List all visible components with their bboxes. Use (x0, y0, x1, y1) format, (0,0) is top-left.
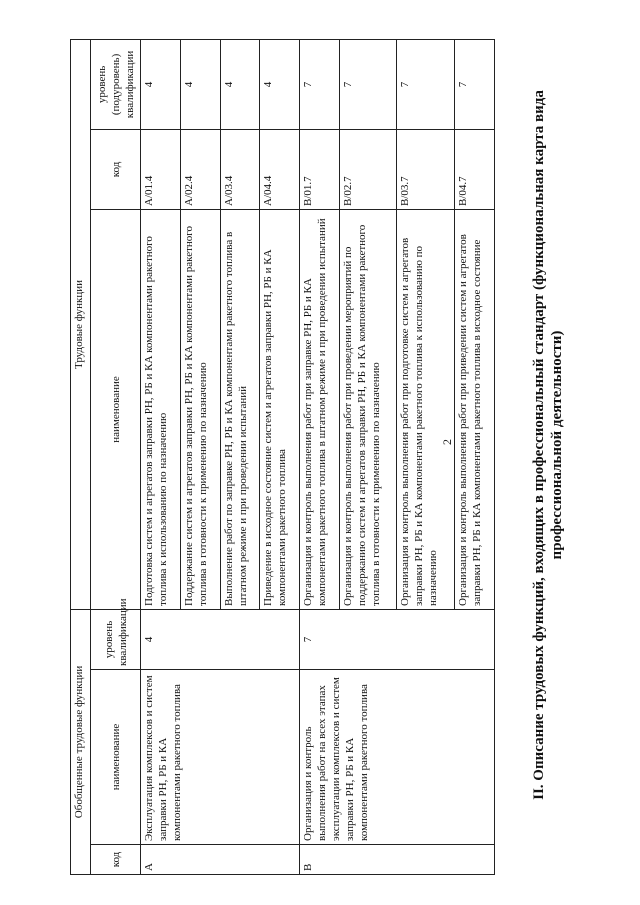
function-name: Выполнение работ по заправке РН, РБ и КА компонентами ракетного топлива в штатном режиме и при проведении испытаний (220, 209, 260, 609)
function-name: Организация и контроль выполнения работ при проведении мероприятий по поддержанию систем и агрегатов заправки РН, РБ и КА компонентами ракетного топлива в готовности к применению по назначению (339, 209, 397, 609)
group-level: 7 (300, 609, 495, 669)
header-tf-level: уровень (подуровень) квалификации (91, 39, 141, 129)
function-name: Организация и контроль выполнения работ при приведении систем и агрегатов заправки РН, РБ и КА компонентами ракетного топлива в исходное состояние (455, 209, 495, 609)
function-code: В/01.7 (300, 129, 340, 209)
header-code: код (91, 845, 141, 875)
group-level: 4 (141, 609, 300, 669)
group-name: Эксплуатация комплексов и систем заправки РН, РБ и КА компонентами ракетного топлива (141, 670, 300, 845)
section-title (530, 60, 566, 830)
function-level: 4 (141, 39, 181, 129)
function-level: 7 (339, 39, 397, 129)
table-row (300, 39, 340, 874)
function-name: Приведение в исходное состояние систем и агрегатов заправки РН, РБ и КА компонентами ракетного топлива (260, 209, 300, 609)
rotated-page (30, 20, 620, 890)
function-name: Подготовка систем и агрегатов заправки РН, РБ и КА компонентами ракетного топлива к использованию по назначению (141, 209, 181, 609)
header-level: уровень квалификации (91, 609, 141, 669)
function-code: А/03.4 (220, 129, 260, 209)
page-number: 2 (440, 439, 454, 445)
group-code: А (141, 845, 300, 875)
function-name: Организация и контроль выполнения работ при подготовке систем и агрегатов заправки РН, РБ и КА компонентами ракетного топлива к использованию по назначению (397, 209, 455, 609)
group-name: Организация и контроль выполнения работ на всех этапах эксплуатации комплексов и систем заправки РН, РБ и КА компонентами ракетного топлива (300, 670, 495, 845)
table-row (141, 39, 181, 874)
header-labor-functions: Трудовые функции (71, 39, 91, 609)
function-code: А/01.4 (141, 129, 181, 209)
section-title-line1: II. Описание трудовых функций, входящих в профессиональный стандарт (функциональная карта вида (531, 90, 547, 800)
header-generalized-functions: Обобщенные трудовые функции (71, 609, 91, 874)
header-tf-code: код (91, 129, 141, 209)
functional-map-table (70, 39, 495, 875)
function-code: В/03.7 (397, 129, 455, 209)
function-level: 4 (260, 39, 300, 129)
header-name: наименование (91, 670, 141, 845)
function-level: 4 (180, 39, 220, 129)
function-code: В/02.7 (339, 129, 397, 209)
header-tf-name: наименование (91, 209, 141, 609)
function-level: 7 (300, 39, 340, 129)
function-level: 4 (220, 39, 260, 129)
function-code: В/04.7 (455, 129, 495, 209)
function-code: А/02.4 (180, 129, 220, 209)
function-level: 7 (455, 39, 495, 129)
function-level: 7 (397, 39, 455, 129)
function-name: Поддержание систем и агрегатов заправки РН, РБ и КА компонентами ракетного топлива в готовности к применению по назначению (180, 209, 220, 609)
group-code: В (300, 845, 495, 875)
function-name: Организация и контроль выполнения работ при заправке РН, РБ и КА компонентами ракетного топлива в штатном режиме и при проведении испытаний (300, 209, 340, 609)
function-code: А/04.4 (260, 129, 300, 209)
section-title-line2: профессиональной деятельности) (549, 330, 565, 560)
